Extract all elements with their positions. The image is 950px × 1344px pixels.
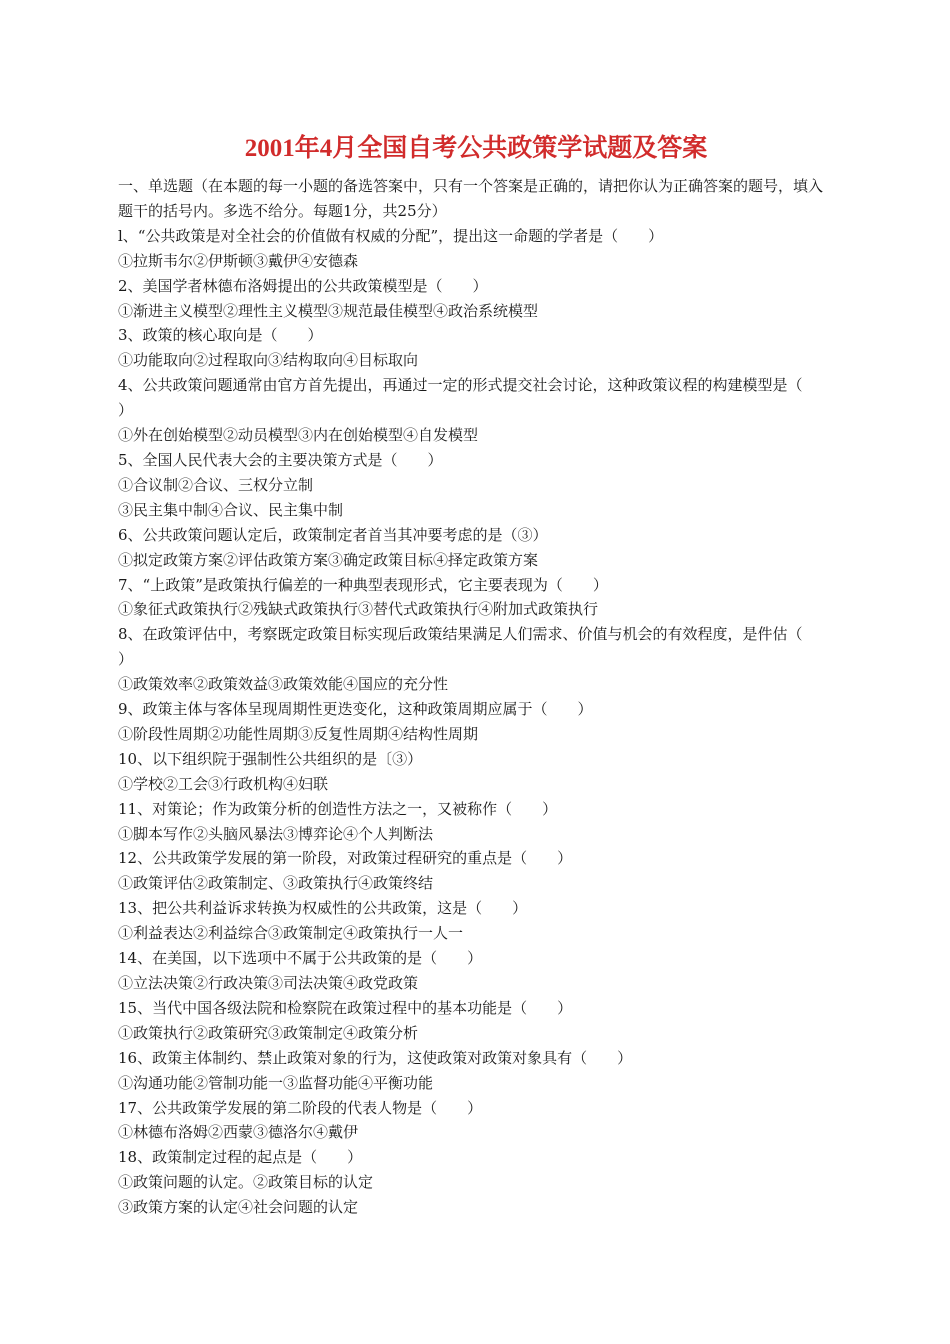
options-5a: ①合议制②合议、三权分立制	[118, 475, 314, 494]
section-intro: 一、单选题（在本题的每一小题的备选答案中，只有一个答案是正确的，请把你认为正确答案的题号，填入题干的括号内。多选不给分。每题1分，共25分）	[118, 177, 824, 220]
question-11: 11、对策论；作为政策分析的创造性方法之一，又被称作（ ）	[118, 799, 558, 818]
question-17: 17、公共政策学发展的第二阶段的代表人物是（ ）	[118, 1098, 483, 1117]
options-8: ①政策效率②政策效益③政策效能④国应的充分性	[118, 675, 449, 694]
options-13: ①利益表达②利益综合③政策制定④政策执行一人一	[118, 924, 464, 943]
question-9: 9、政策主体与客体呈现周期性更迭变化，这种政策周期应属于（ ）	[118, 700, 593, 719]
question-14: 14、在美国，以下选项中不属于公共政策的是（ ）	[118, 949, 483, 968]
options-4: ①外在创始模型②动员模型③内在创始模型④自发模型	[118, 426, 479, 445]
question-16: 16、政策主体制约、禁止政策对象的行为，这使政策对政策对象具有（ ）	[118, 1048, 633, 1067]
question-18: 18、政策制定过程的起点是（ ）	[118, 1148, 363, 1167]
options-11: ①脚本写作②头脑风暴法③博弈论④个人判断法	[118, 824, 434, 843]
options-2: ①渐进主义模型②理性主义模型③规范最佳模型④政治系统模型	[118, 301, 539, 320]
question-7: 7、“上政策”是政策执行偏差的一种典型表现形式，它主要表现为（ ）	[118, 575, 608, 594]
options-7: ①象征式政策执行②残缺式政策执行③替代式政策执行④附加式政策执行	[118, 600, 599, 619]
options-3: ①功能取向②过程取向③结构取向④目标取向	[118, 351, 419, 370]
options-16: ①沟通功能②管制功能一③监督功能④平衡功能	[118, 1073, 434, 1092]
question-1: l、“公共政策是对全社会的价值做有权威的分配”，提出这一命题的学者是（ ）	[118, 226, 664, 245]
options-5b: ③民主集中制④合议、民主集中制	[118, 500, 344, 519]
options-10: ①学校②工会③行政机构④妇联	[118, 774, 329, 793]
question-2: 2、美国学者林德布洛姆提出的公共政策模型是（ ）	[118, 276, 488, 295]
question-4: 4、公共政策问题通常由官方首先提出，再通过一定的形式提交社会讨论，这种政策议程的构建模型是（ ）	[118, 376, 833, 420]
question-3: 3、政策的核心取向是（ ）	[118, 326, 323, 345]
options-18b: ③政策方案的认定④社会问题的认定	[118, 1198, 359, 1217]
options-14: ①立法决策②行政决策③司法决策④政党政策	[118, 974, 419, 992]
page-title: 2001年4月全国自考公共政策学试题及答案	[244, 135, 708, 162]
document-page	[118, 132, 834, 1220]
options-15: ①政策执行②政策研究③政策制定④政策分析	[118, 1023, 419, 1042]
question-6: 6、公共政策问题认定后，政策制定者首当其冲要考虑的是（③）	[118, 525, 548, 544]
question-10: 10、以下组织院于强制性公共组织的是〔③）	[118, 749, 423, 768]
options-6: ①拟定政策方案②评估政策方案③确定政策目标④择定政策方案	[118, 550, 539, 569]
question-5: 5、全国人民代表大会的主要决策方式是（ ）	[118, 450, 443, 469]
question-list	[118, 224, 834, 1220]
question-13: 13、把公共利益诉求转换为权威性的公共政策，这是（ ）	[118, 899, 528, 918]
question-15: 15、当代中国各级法院和检察院在政策过程中的基本功能是（ ）	[118, 998, 573, 1017]
options-9: ①阶段性周期②功能性周期③反复性周期④结构性周期	[118, 724, 479, 743]
options-17: ①林德布洛姆②西蒙③德洛尔④戴伊	[118, 1123, 359, 1142]
question-12: 12、公共政策学发展的第一阶段，对政策过程研究的重点是（ ）	[118, 849, 573, 868]
question-8: 8、在政策评估中，考察既定政策目标实现后政策结果满足人们需求、价值与机会的有效程度，是件估（ ）	[118, 625, 833, 669]
options-12: ①政策评估②政策制定、③政策执行④政策终结	[118, 874, 434, 893]
options-1: ①拉斯韦尔②伊斯顿③戴伊④安德森	[118, 251, 359, 270]
options-18a: ①政策问题的认定。②政策目标的认定	[118, 1173, 374, 1192]
